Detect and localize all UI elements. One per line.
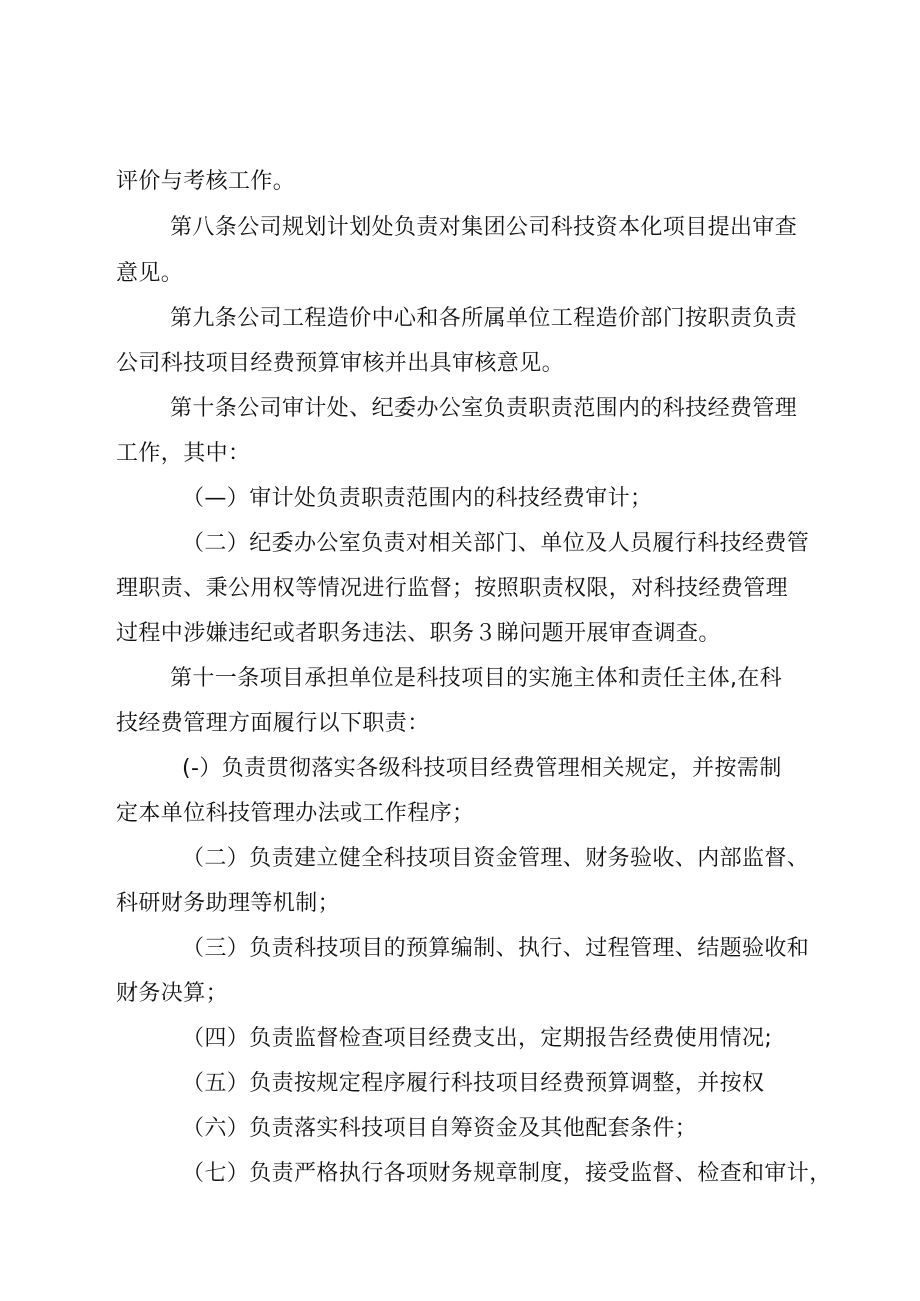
text-line-11: 过程中涉嫌违纪或者职务违法、职务３睇问题开展审查调查。	[116, 621, 721, 646]
text-line-6: 第十条公司审计处、纪委办公室负责职责范围内的科技经费管理	[170, 396, 798, 421]
text-line-17: 科研财务助理等机制；	[116, 891, 341, 916]
text-line-16: （二）负责建立健全科技项目资金管理、财务验收、内部监督、	[182, 846, 810, 871]
text-line-2: 第八条公司规划计划处负责对集团公司科技资本化项目提出审查	[170, 215, 798, 240]
text-line-10: 理职责、秉公用权等情况进行监督；按照职责权限，对科技经费管理	[116, 576, 789, 601]
text-line-19: 财务决算；	[116, 981, 229, 1006]
text-line-15: 定本单位科技管理办法或工作程序；	[116, 801, 475, 826]
text-line-8: （—）审计处负责职责范围内的科技经费审计；	[182, 486, 653, 511]
text-line-14: (-）负责贯彻落实各级科技项目经费管理相关规定，并按需制	[182, 756, 782, 781]
text-line-3: 意见。	[116, 261, 184, 286]
text-line-22: （六）负责落实科技项目自筹资金及其他配套条件；	[182, 1116, 698, 1141]
text-line-12: 第十一条项目承担单位是科技项目的实施主体和责任主体,在科	[170, 666, 783, 691]
text-line-20: （四）负责监督检查项目经费支出，定期报告经费使用情况;	[182, 1026, 773, 1051]
text-line-18: （三）负责科技项目的预算编制、执行、过程管理、结题验收和	[182, 936, 810, 961]
text-line-13: 技经费管理方面履行以下职责：	[116, 711, 430, 736]
text-line-23: （七）负责严格执行各项财务规章制度，接受监督、检查和审计，	[182, 1161, 832, 1186]
text-line-1: 评价与考核工作。	[116, 169, 296, 194]
text-line-9: （二）纪委办公室负责对相关部门、单位及人员履行科技经费管	[182, 531, 810, 556]
text-line-5: 公司科技项目经费预算审核并出具审核意见。	[116, 351, 565, 376]
text-line-7: 工作，其中：	[116, 441, 251, 466]
text-line-4: 第九条公司工程造价中心和各所属单位工程造价部门按职责负责	[170, 306, 798, 331]
text-line-21: （五）负责按规定程序履行科技项目经费预算调整，并按权	[182, 1071, 765, 1096]
